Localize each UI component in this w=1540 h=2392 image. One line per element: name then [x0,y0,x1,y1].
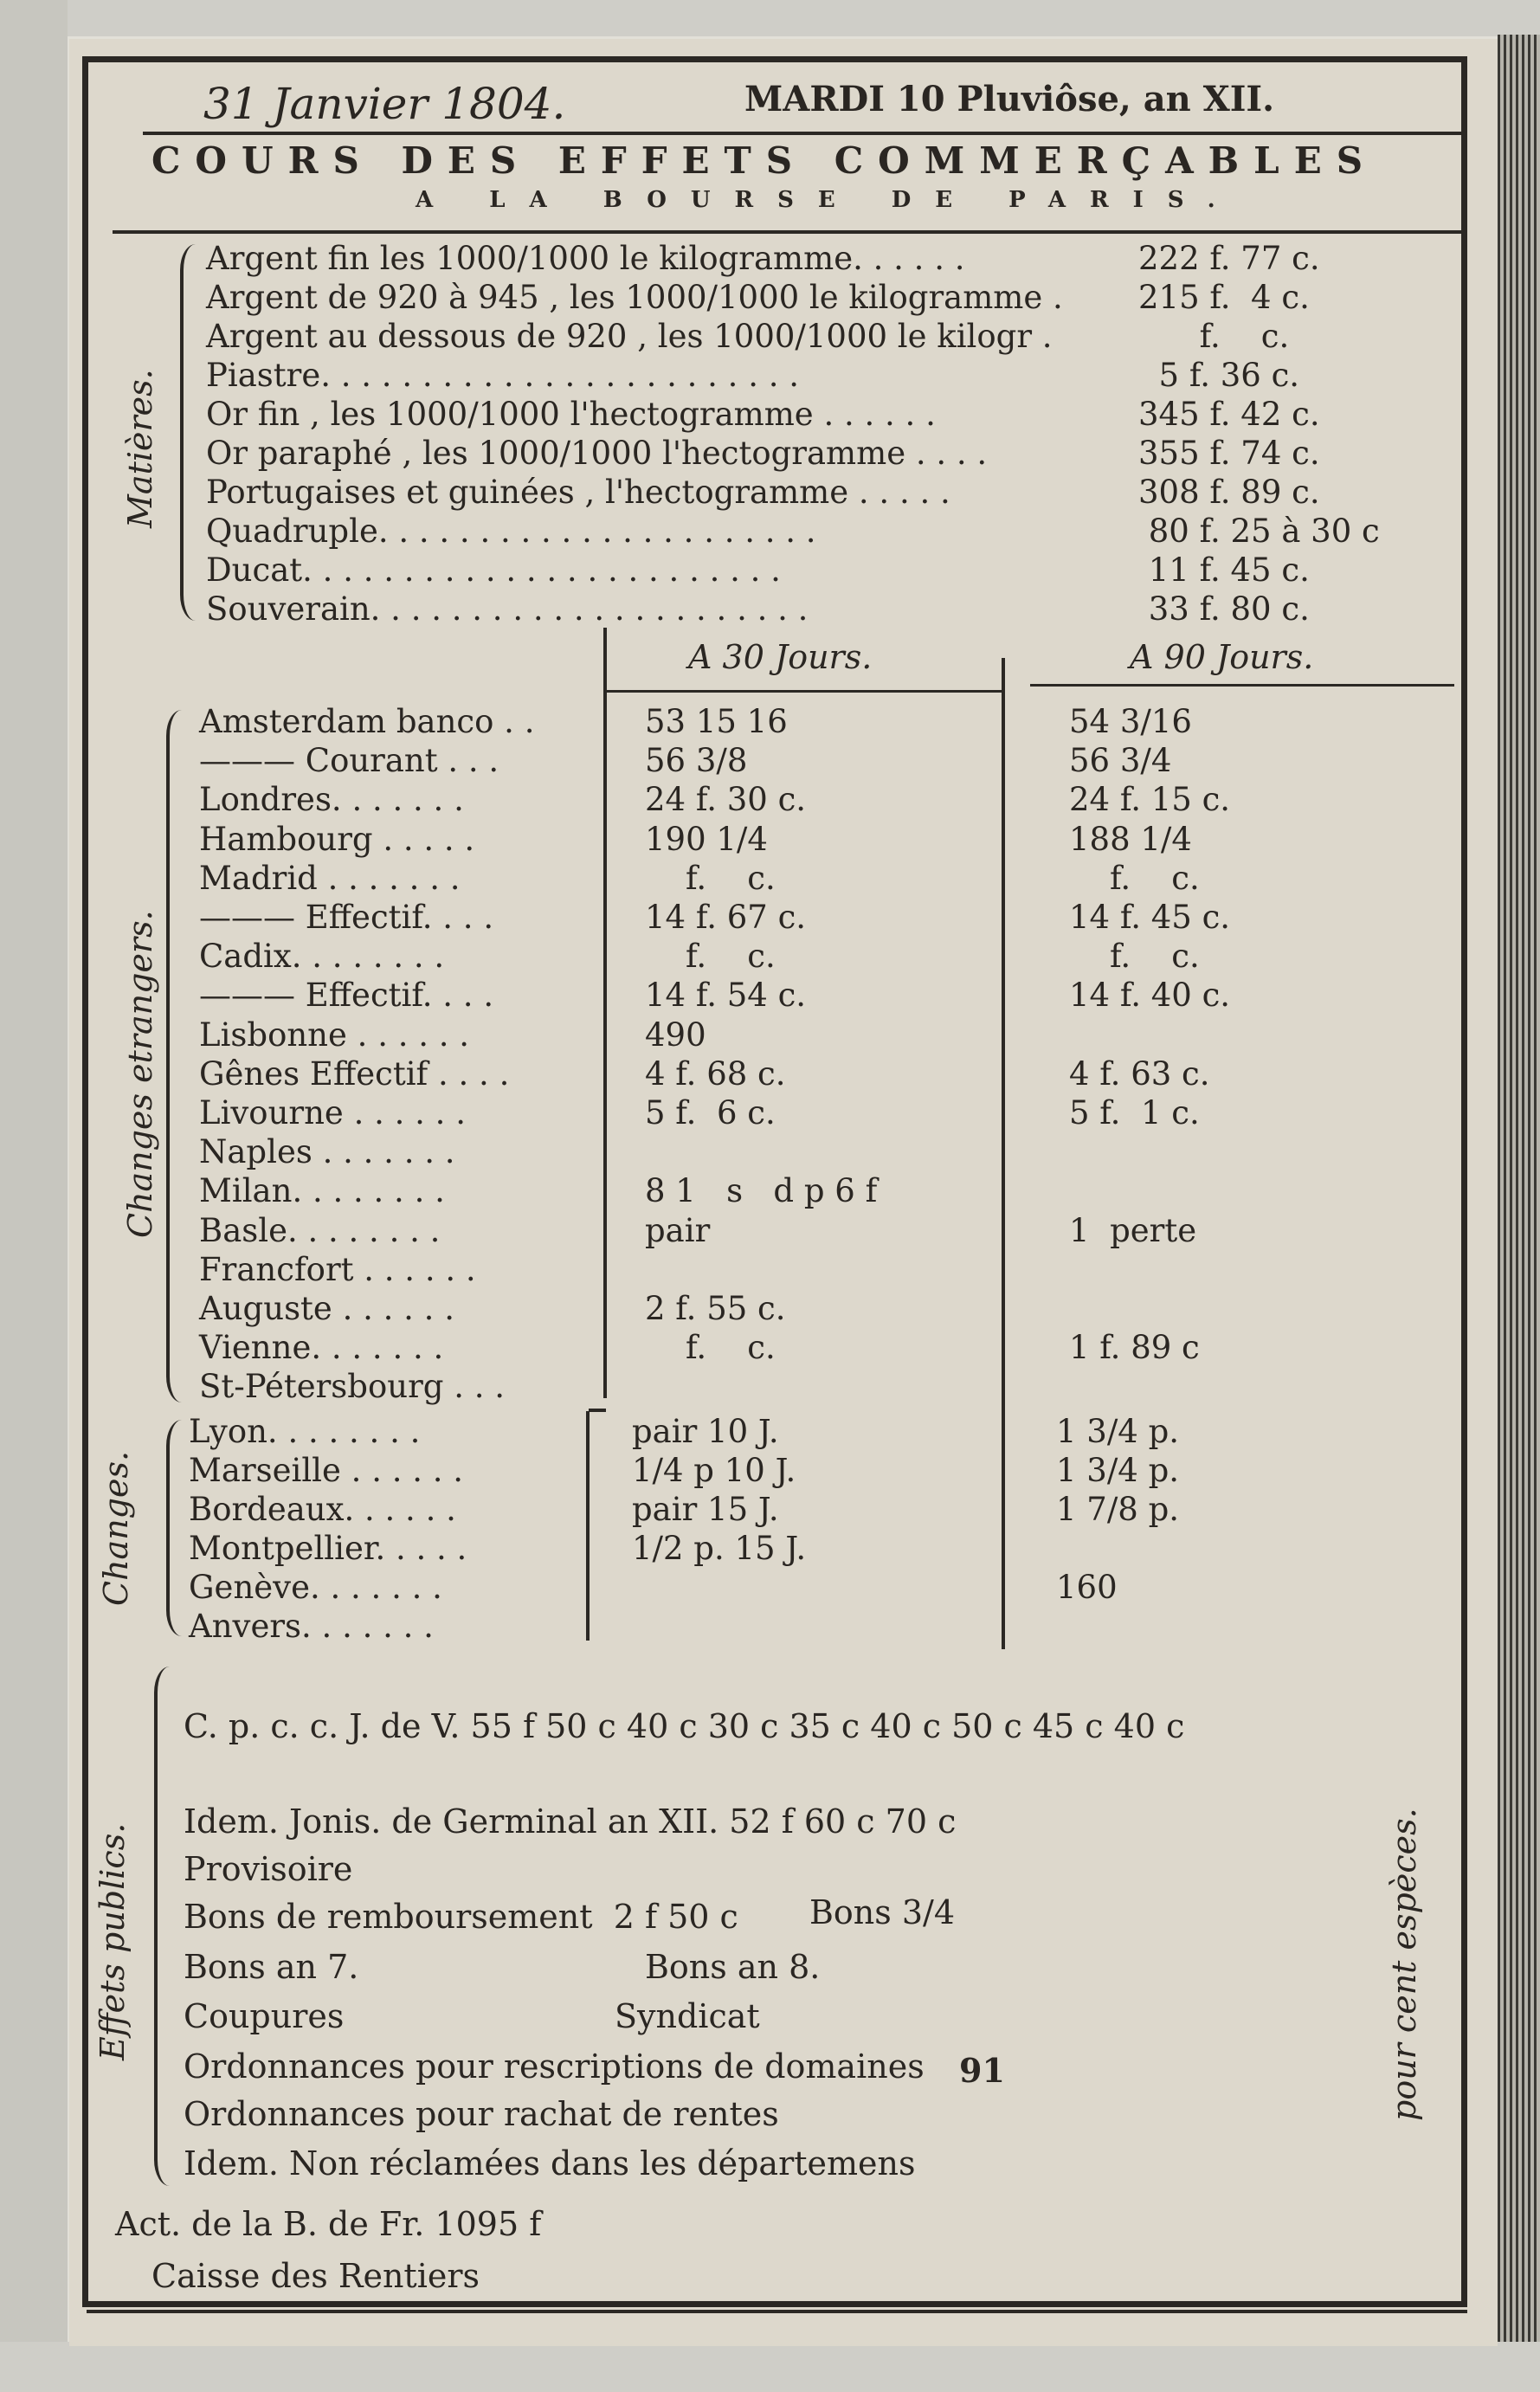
changes-etrangers-side-label: Changes etrangers. [121,910,159,1238]
background-top [0,0,1540,36]
changes-value-30: 1/2 p. 15 J. [632,1530,807,1567]
changes-etrangers-value-30: f. c. [645,938,776,976]
matieres-brace [180,244,201,621]
effets-publics-line: Idem. Jonis. de Germinal an XII. 52 f 60 c 70 c [184,1802,957,1841]
changes-etrangers-label: Naples . . . . . . . [199,1133,455,1171]
matieres-label: Argent de 920 à 945 , les 1000/1000 le kilogramme . [206,279,1063,316]
changes-etrangers-value-30: 14 f. 54 c. [645,977,807,1015]
changes-etrangers-label: Madrid . . . . . . . [199,859,461,897]
effets-publics-line: Bons an 7. [184,1948,359,1986]
changes-etrangers-value-90: f. c. [1069,938,1200,976]
changes-etrangers-label: Vienne. . . . . . . [199,1329,444,1367]
effets-publics-line: C. p. c. c. J. de V. 55 f 50 c 40 c 30 c 35 c 40 c 50 c 45 c 40 c [184,1707,1185,1745]
changes-etrangers-label: Amsterdam banco . . [199,703,535,740]
column-header-rule-90 [1030,684,1454,687]
changes-etrangers-label: Livourne . . . . . . [199,1094,466,1132]
changes-etrangers-label: Lisbonne . . . . . . [199,1015,470,1054]
changes-etrangers-brace [166,710,187,1402]
column-header-rule-30 [606,690,1004,693]
column-header-90-jours: A 90 Jours. [1130,638,1314,676]
pour-cent-especes-label: pour cent espèces. [1385,1808,1423,2121]
header-rule [143,132,1463,135]
changes-etrangers-label: Hambourg . . . . . [199,820,475,858]
changes-label: Lyon. . . . . . . . [189,1413,421,1450]
column-header-30-jours: A 30 Jours. [688,638,873,676]
changes-etrangers-label: Auguste . . . . . . [199,1290,454,1327]
changes-etrangers-value-30: 14 f. 67 c. [645,899,807,936]
effets-publics-line: Provisoire [184,1850,353,1888]
effets-publics-side-label: Effets publics. [93,1822,132,2060]
matieres-value: 33 f. 80 c. [1138,590,1310,628]
changes-etrangers-value-30: pair [645,1211,711,1249]
changes-etrangers-value-90: 14 f. 40 c. [1069,977,1231,1015]
document-subtitle: A LA BOURSE DE PARIS. [416,187,1240,213]
matieres-label: Portugaises et guinées , l'hectogramme . . . . . [206,474,950,511]
changes-etrangers-value-30: 5 f. 6 c. [645,1094,776,1132]
effets-publics-brace [154,1667,175,2186]
changes-label: Montpellier. . . . . [189,1530,467,1567]
changes-etrangers-value-30: 56 3/8 [645,742,748,780]
changes-etrangers-value-30: 490 [645,1015,706,1054]
matieres-label: Piastre. . . . . . . . . . . . . . . . . . . . . . . . [206,357,800,394]
matieres-value: f. c. [1138,318,1290,355]
syndicat: Syndicat [615,1997,760,2035]
effets-publics-line: Coupures [184,1997,345,2035]
changes-value-30: 1/4 p 10 J. [632,1452,796,1489]
changes-etrangers-label: ——— Effectif. . . . [199,977,494,1015]
changes-etrangers-value-30: f. c. [645,859,776,897]
changes-etrangers-label: ——— Effectif. . . . [199,899,494,936]
changes-etrangers-label: St-Pétersbourg . . . [199,1368,506,1406]
bottom-rule [87,2310,1467,2313]
changes-etrangers-value-90: f. c. [1069,859,1200,897]
changes-etrangers-label: Cadix. . . . . . . . [199,938,445,976]
matieres-value: 80 f. 25 à 30 c [1138,513,1380,550]
changes-etrangers-label: Gênes Effectif . . . . [199,1054,510,1093]
changes-etrangers-value-30: 53 15 16 [645,703,788,740]
bons-3-4: Bons 3/4 [809,1893,956,1931]
column-rule-mid [1002,658,1005,1649]
changes-label: Bordeaux. . . . . . [189,1491,456,1528]
matieres-value: 11 f. 45 c. [1138,551,1310,589]
matieres-label: Or paraphé , les 1000/1000 l'hectogramme . . . . [206,435,988,472]
changes-value-90: 1 7/8 p. [1056,1491,1180,1528]
changes-etrangers-value-90: 5 f. 1 c. [1069,1094,1200,1132]
document-title: COURS DES EFFETS COMMERÇABLES [151,139,1378,182]
changes-label: Marseille . . . . . . [189,1452,464,1489]
changes-value-30: pair 15 J. [632,1491,779,1528]
changes-etrangers-value-90: 56 3/4 [1069,742,1172,780]
changes-etrangers-value-90: 188 1/4 [1069,820,1192,858]
changes-etrangers-label: Milan. . . . . . . . [199,1172,445,1210]
matieres-label: Ducat. . . . . . . . . . . . . . . . . . . . . . . . [206,551,781,589]
changes-separator [589,1409,606,1412]
caisse-des-rentiers: Caisse des Rentiers [151,2257,480,2295]
matieres-value: 355 f. 74 c. [1138,435,1320,472]
matieres-value: 222 f. 77 c. [1138,240,1320,277]
changes-value-90: 1 3/4 p. [1056,1452,1180,1489]
domaines-value: 91 [959,2051,1005,2090]
changes-etrangers-value-90: 24 f. 15 c. [1069,781,1231,819]
column-rule-left [603,628,607,1398]
changes-label: Genève. . . . . . . [189,1569,442,1606]
changes-etrangers-value-30: 4 f. 68 c. [645,1054,786,1093]
changes-column-rule [586,1411,590,1641]
effets-publics-line: Ordonnances pour rescriptions de domaines [184,2047,925,2086]
changes-side-label: Changes. [97,1450,135,1606]
effets-publics-line: Idem. Non réclamées dans les départemens [184,2144,916,2182]
changes-etrangers-label: ——— Courant . . . [199,742,499,780]
printed-date: MARDI 10 Pluviôse, an XII. [744,79,1275,119]
changes-etrangers-value-90: 14 f. 45 c. [1069,899,1231,936]
changes-brace [166,1420,185,1636]
changes-etrangers-value-30: 190 1/4 [645,820,768,858]
matieres-value: 308 f. 89 c. [1138,474,1320,511]
handwritten-date: 31 Janvier 1804. [203,79,566,129]
matieres-label: Souverain. . . . . . . . . . . . . . . . . . . . . . [206,590,809,628]
matieres-value: 5 f. 36 c. [1138,357,1300,394]
changes-value-90: 160 [1056,1569,1118,1606]
changes-value-30: pair 10 J. [632,1413,779,1450]
changes-value-90: 1 3/4 p. [1056,1413,1180,1450]
bons-an-8: Bons an 8. [645,1948,821,1986]
changes-etrangers-value-30: 2 f. 55 c. [645,1290,786,1327]
matieres-side-label: Matières. [121,369,159,528]
matieres-label: Argent fin les 1000/1000 le kilogramme. . . . . . [206,240,965,277]
changes-etrangers-value-30: 8 1 s d p 6 f [645,1172,878,1210]
effets-publics-line: Bons de remboursement 2 f 50 c [184,1898,738,1936]
changes-etrangers-value-90: 1 perte [1069,1211,1197,1249]
changes-etrangers-value-90: 4 f. 63 c. [1069,1054,1210,1093]
changes-etrangers-value-30: 24 f. 30 c. [645,781,807,819]
background-left [0,0,68,2392]
matieres-value: 215 f. 4 c. [1138,279,1310,316]
changes-label: Anvers. . . . . . . [189,1608,434,1645]
changes-etrangers-value-90: 54 3/16 [1069,703,1192,740]
changes-etrangers-label: Francfort . . . . . . [199,1250,476,1288]
background-bottom [0,2342,1540,2392]
changes-etrangers-value-90: 1 f. 89 c [1069,1329,1200,1367]
matieres-label: Quadruple. . . . . . . . . . . . . . . . . . . . . . [206,513,816,550]
matieres-label: Argent au dessous de 920 , les 1000/1000 le kilogr . [206,318,1053,355]
book-page-edges [1498,35,1540,2355]
actions-banque-de-france: Act. de la B. de Fr. 1095 f [115,2205,542,2243]
changes-etrangers-label: Basle. . . . . . . . [199,1211,441,1249]
changes-etrangers-value-30: f. c. [645,1329,776,1367]
changes-etrangers-label: Londres. . . . . . . [199,781,464,819]
effets-publics-line: Ordonnances pour rachat de rentes [184,2095,779,2133]
matieres-value: 345 f. 42 c. [1138,396,1320,433]
title-rule [113,230,1463,234]
matieres-label: Or fin , les 1000/1000 l'hectogramme . . . . . . [206,396,936,433]
